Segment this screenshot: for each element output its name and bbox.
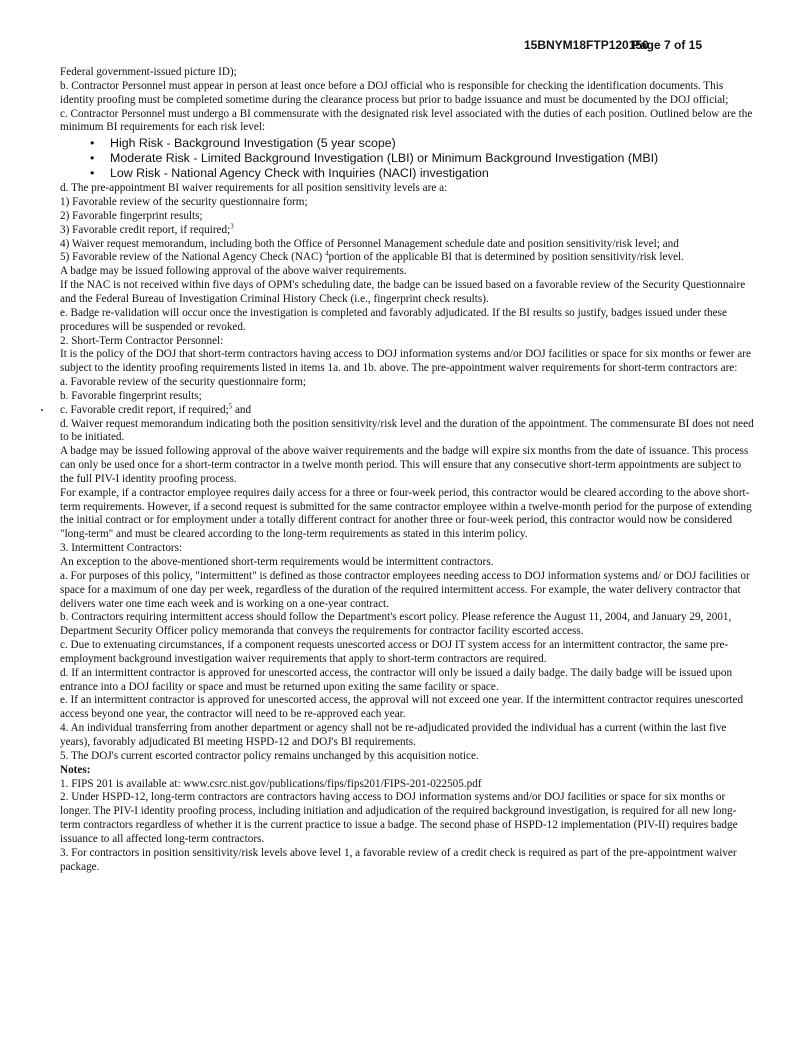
paragraph xyxy=(60,66,754,80)
paragraph xyxy=(60,611,754,639)
paragraph-text: Federal government-issued picture ID); xyxy=(60,66,237,78)
paragraph xyxy=(60,418,754,446)
paragraph xyxy=(60,196,754,210)
paragraph-text: d. Waiver request memorandum indicating both the position sensitivity/risk level and the duration of the appointment. The commensurate BI does not need to be initiated. xyxy=(60,417,754,444)
paragraph-text: e. If an intermittent contractor is approved for unescorted access, the approval will not exceed one year. If the intermittent contractor requires unescorted access beyond one year, the contractor will need to be re-approved each year. xyxy=(60,694,744,721)
footnote-ref: 3 xyxy=(230,222,234,231)
paragraph xyxy=(60,224,754,238)
paragraph xyxy=(60,556,754,570)
paragraph-text: b. Contractors requiring intermittent access should follow the Department's escort policy. Please reference the August 11, 2004, and January 29, 2001, Department Security Officer policy memoranda that conveys the requirements for contractor facility escorted access. xyxy=(60,611,732,638)
document-body xyxy=(60,66,754,874)
paragraph-text: Notes: xyxy=(60,763,91,776)
paragraph xyxy=(60,778,754,792)
paragraph-text: a. For purposes of this policy, "intermittent" is defined as those contractor employees needing access to DOJ information systems and/ or DOJ facilities or space for a maximum of one day per week, regardless of the duration of the required intermittent access. For example, the water delivery contractor that delivers water one time each week and is working on a one-year contract. xyxy=(60,569,750,610)
paragraph xyxy=(60,182,754,196)
paragraph-text: 1. FIPS 201 is available at: www.csrc.nist.gov/publications/fips/fips201/FIPS-201-022505.pdf xyxy=(60,777,482,790)
paragraph-text-continued: and xyxy=(232,403,252,416)
paragraph xyxy=(60,570,754,612)
paragraph-text: It is the policy of the DOJ that short-term contractors having access to DOJ information systems and/or DOJ facilities or space for six months or fewer are subject to the identity proofing requirements listed in items 1a. and 1b. above. The pre-appointment waiver requirements for short-term contractors are: xyxy=(60,348,751,375)
document-id: 15BNYM18FTP120150 xyxy=(524,38,649,52)
paragraph-text-continued: portion of the applicable BI that is determined by position sensitivity/risk level. xyxy=(328,251,684,264)
paragraph xyxy=(60,847,754,875)
paragraph-text: b. Contractor Personnel must appear in person at least once before a DOJ official who is responsible for checking the identification documents. This identity proofing must be completed sometime during the clearance process but prior to badge issuance and must be documented by the DOJ official; xyxy=(60,79,729,106)
risk-level-list xyxy=(60,136,754,181)
paragraph-text: 3. Intermittent Contractors: xyxy=(60,542,183,555)
list-item: • Low Risk - National Agency Check with Inquiries (NACI) investigation xyxy=(110,166,754,181)
paragraph xyxy=(60,210,754,224)
paragraph xyxy=(60,542,754,556)
footnote-ref: 4 xyxy=(325,249,329,258)
paragraph xyxy=(60,376,754,390)
paragraph xyxy=(60,791,754,846)
paragraph-text: An exception to the above-mentioned short-term requirements would be intermittent contractors. xyxy=(60,556,494,568)
paragraph-text: 1) Favorable review of the security questionnaire form; xyxy=(60,196,308,209)
paragraph-text: 5. The DOJ's current escorted contractor policy remains unchanged by this acquisition notice. xyxy=(60,749,479,762)
paragraph-text: d. If an intermittent contractor is approved for unescorted access, the contractor will only be issued a daily badge. The daily badge will be issued upon entrance into a DOJ facility or space and must be returned upon exiting the same facility or space. xyxy=(60,666,733,693)
paragraph-text: b. Favorable fingerprint results; xyxy=(60,389,202,402)
paragraph-text: c. Contractor Personnel must undergo a BI commensurate with the designated risk level associated with the duties of each position. Outlined below are the minimum BI requirements for each risk level: xyxy=(60,107,753,134)
paragraph-text: c. Due to extenuating circumstances, if a component requests unescorted access or DOJ IT system access for an intermittent contractor, the same pre-employment background investigation waiver requirements that apply to short-term contractors are required. xyxy=(60,639,729,665)
paragraph-text: 2. Short-Term Contractor Personnel: xyxy=(60,334,224,347)
paragraph-text: e. Badge re-validation will occur once the investigation is completed and favorably adjudicated. If the BI results so justify, badges issued under these procedures will be suspended or revoked. xyxy=(60,306,727,333)
paragraph-text: If the NAC is not received within five days of OPM's scheduling date, the badge can be issued based on a favorable review of the Security Questionnaire and the Federal Bureau of Investigation Criminal History Check (i.e., fingerprint check results). xyxy=(60,279,746,305)
notes-heading xyxy=(60,764,754,778)
paragraph xyxy=(60,108,754,136)
paragraph-text: 4) Waiver request memorandum, including both the Office of Personnel Management schedule date and position sensitivity/risk level; and xyxy=(60,237,679,250)
paragraph xyxy=(60,639,754,667)
paragraph xyxy=(60,265,754,279)
paragraph-text: d. The pre-appointment BI waiver requirements for all position sensitivity levels are a: xyxy=(60,182,448,195)
list-item: • High Risk - Background Investigation (5 year scope) xyxy=(110,136,754,151)
paragraph-text: 4. An individual transferring from another department or agency shall not be re-adjudicated provided the individual has a current (within the last five years), favorably adjudicated BI meeting HSPD-12 and DOJ's BI requirements. xyxy=(60,722,727,748)
paragraph xyxy=(60,251,754,265)
paragraph-text: a. Favorable review of the security questionnaire form; xyxy=(60,376,307,389)
paragraph xyxy=(60,487,754,542)
paragraph xyxy=(60,238,754,252)
paragraph xyxy=(60,335,754,349)
paragraph-text: A badge may be issued following approval of the above waiver requirements. xyxy=(60,265,407,278)
paragraph xyxy=(60,279,754,307)
paragraph-text: 3. For contractors in position sensitivity/risk levels above level 1, a favorable review of a credit check is required as part of the pre-appointment waiver package. xyxy=(60,846,737,873)
paragraph xyxy=(60,401,754,418)
paragraph xyxy=(60,445,754,487)
paragraph xyxy=(60,750,754,764)
paragraph xyxy=(60,307,754,335)
list-item: • Moderate Risk - Limited Background Investigation (LBI) or Minimum Background Investigation (MBI) xyxy=(110,151,754,166)
paragraph xyxy=(60,667,754,695)
paragraph xyxy=(60,348,754,376)
paragraph xyxy=(60,80,754,108)
paragraph xyxy=(60,390,754,404)
paragraph xyxy=(60,694,754,722)
margin-mark xyxy=(41,409,43,411)
paragraph-text: c. Favorable credit report, if required; xyxy=(60,403,229,416)
paragraph xyxy=(60,722,754,750)
page-number: Page 7 of 15 xyxy=(632,38,703,52)
paragraph-text: A badge may be issued following approval of the above waiver requirements and the badge will expire six months from the date of issuance. This process can only be used once for a short-term contractor in a twelve month period. This will ensure that any consecutive short-term appointments are subject to the full PIV-I identity proofing process. xyxy=(60,445,749,485)
paragraph-text: 2. Under HSPD-12, long-term contractors are contractors having access to DOJ information systems and/or DOJ facilities or space for six months or longer. The PIV-I identity proofing process, including initiation and adjudication of the required background investigation, is required for all new long-term contractors regardless of whether it is the current practice to issue a badge. The second phase of HSPD-12 implementation (PIV-II) requires badge issuance to all affected long-term contractors. xyxy=(60,791,738,845)
paragraph-text: 2) Favorable fingerprint results; xyxy=(60,209,203,222)
footnote-ref: 5 xyxy=(228,401,233,410)
paragraph-text: 5) Favorable review of the National Agency Check (NAC) xyxy=(60,251,325,264)
paragraph-text: For example, if a contractor employee requires daily access for a three or four-week period, this contractor would be cleared according to the above short-term requirements. However, if a second request is submitted for the same contractor employee within a twelve-month period for the purpose of extending the initial contract or for employment under a totally different contract for another three or four-week period, this contractor would now be considered "long-term" and must be cleared according to the long-term requirements as stated in this interim policy. xyxy=(60,486,752,541)
paragraph-text: 3) Favorable credit report, if required; xyxy=(60,223,231,236)
